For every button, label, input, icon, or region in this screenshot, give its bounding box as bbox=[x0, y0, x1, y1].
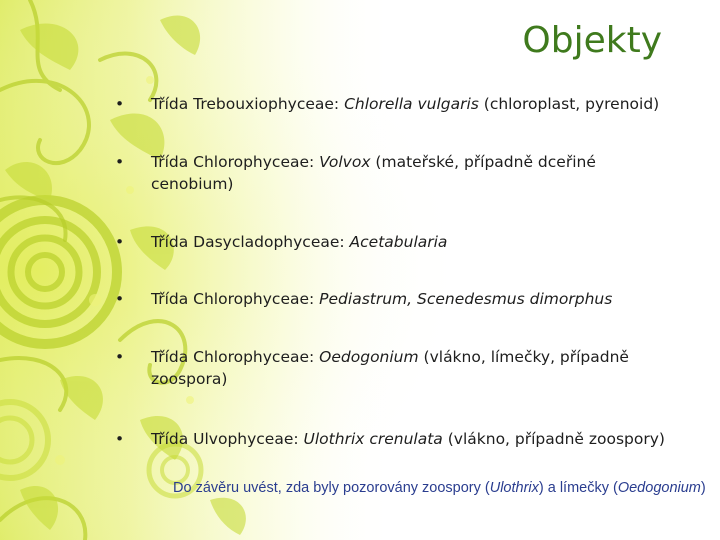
slide-title: Objekty bbox=[522, 20, 662, 61]
note-text: ) a límečky ( bbox=[538, 480, 618, 496]
bullet-marker: • bbox=[115, 95, 125, 113]
species-name: Ulothrix crenulata bbox=[303, 430, 443, 448]
note-genus: Oedogonium bbox=[617, 480, 701, 496]
species-name: Chlorella vulgaris bbox=[344, 95, 479, 113]
bullet-marker: • bbox=[115, 290, 125, 308]
bullet-item bbox=[115, 288, 707, 310]
bullet-item bbox=[115, 93, 707, 115]
species-name: Pediastrum, Scenedesmus dimorphus bbox=[319, 290, 613, 308]
note-text: ) bbox=[700, 480, 706, 496]
bullet-text: Třída Dasycladophyceae: bbox=[151, 233, 350, 251]
bullet-detail: (vlákno, límečky, případně zoospora) bbox=[151, 348, 629, 388]
bullet-item bbox=[115, 231, 707, 253]
bullet-detail: (mateřské, případně dceřiné cenobium) bbox=[151, 153, 596, 193]
bullet-marker: • bbox=[115, 153, 125, 171]
bullet-text: Třída Trebouxiophyceae: bbox=[151, 95, 345, 113]
species-name: Volvox bbox=[319, 153, 371, 171]
bullet-marker: • bbox=[115, 348, 125, 366]
bullet-item bbox=[115, 428, 707, 450]
bullet-text: Třída Chlorophyceae: bbox=[151, 348, 320, 366]
bullet-item bbox=[115, 346, 707, 390]
bullet-item bbox=[115, 151, 707, 195]
conclusion-note bbox=[173, 478, 718, 498]
bullet-detail: (vlákno, případně zoospory) bbox=[442, 430, 665, 448]
bullet-detail: (chloroplast, pyrenoid) bbox=[478, 95, 660, 113]
note-genus: Ulothrix bbox=[489, 480, 539, 496]
note-text: Do závěru uvést, zda byly pozorovány zoospory ( bbox=[173, 480, 490, 496]
species-name: Oedogonium bbox=[319, 348, 419, 366]
bullet-marker: • bbox=[115, 430, 125, 448]
bullet-text: Třída Chlorophyceae: bbox=[151, 153, 320, 171]
species-name: Acetabularia bbox=[349, 233, 448, 251]
bullet-text: Třída Ulvophyceae: bbox=[151, 430, 304, 448]
bullet-text: Třída Chlorophyceae: bbox=[151, 290, 320, 308]
bullet-marker: • bbox=[115, 233, 125, 251]
